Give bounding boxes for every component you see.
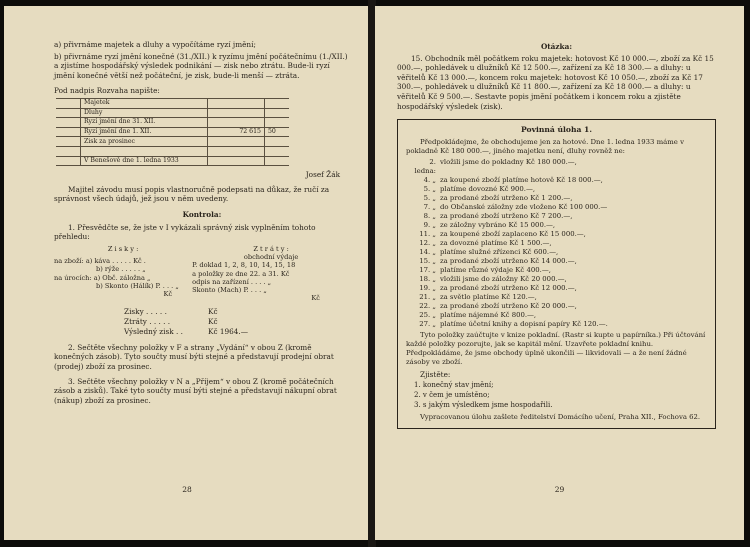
entry-row bbox=[406, 185, 707, 194]
table-cell-value bbox=[208, 146, 265, 156]
summary bbox=[124, 307, 350, 337]
list-item: 1. konečný stav jmění; bbox=[414, 380, 494, 389]
summary-value: Kč bbox=[208, 306, 218, 316]
entry-row bbox=[406, 212, 707, 221]
table-cell-cents bbox=[265, 137, 290, 147]
table-cell-blank bbox=[56, 127, 81, 137]
entry-row bbox=[406, 239, 707, 248]
entry-text: platíme nájemné Kč 800.—, bbox=[440, 311, 537, 320]
table-cell-value bbox=[208, 98, 265, 108]
entry-text: za prodané zboží utrženo Kč 14 000.—, bbox=[440, 257, 577, 266]
summary-label: Výsledný zisk . . bbox=[124, 326, 183, 336]
entry-date: 25. „ bbox=[419, 311, 436, 320]
left-page bbox=[4, 6, 370, 540]
entry-date: 19. „ bbox=[419, 284, 436, 293]
otazka-text: 15. Obchodník měl počátkem roku majetek: hotovost Kč 10 000.—, zboží za Kč 15 000.—, pohledávek u dlužníků Kč 12 500.—, zařízení za Kč 18 300.— a dluhy: u věřitelů Kč 13 000.—, koncem roku majetek: hotovost Kč 10 050.—, zboží za Kč 17 300.—, pohledávek u dlužníků Kč 11 800.—, zařízení za Kč 18 000.— a dluhy: u věřitelů Kč 9 500.—. Sestavte popis jmění počátkem i koncem roku a zjistěte hospodářský výsledek (zisk). bbox=[397, 53, 714, 111]
entry-row bbox=[406, 284, 707, 293]
table-row bbox=[56, 146, 289, 156]
overview-grid bbox=[54, 245, 350, 303]
summary-row bbox=[124, 327, 350, 337]
table-cell-value bbox=[208, 156, 265, 166]
right-page bbox=[375, 6, 744, 540]
entry-row bbox=[406, 266, 707, 275]
entry-date: 7. „ bbox=[423, 203, 436, 212]
zisky-head: Z i s k y : bbox=[107, 244, 139, 253]
entry-row bbox=[406, 302, 707, 311]
table-row bbox=[56, 108, 289, 118]
table-row bbox=[56, 118, 289, 128]
table-cell-label: Zisk za prosinec bbox=[81, 137, 208, 147]
signature-paragraph: Majitel závodu musí popis vlastnoručně podepsati na důkaz, že ručí za správnost všech údajů, jež jsou v něm uvedeny. bbox=[54, 184, 330, 204]
table-cell-value bbox=[208, 137, 265, 147]
table-cell-blank bbox=[56, 108, 81, 118]
entry-row bbox=[406, 248, 707, 257]
entry-text: za prodané zboží utrženo Kč 7 200.—, bbox=[440, 212, 573, 221]
signature: Josef Žák bbox=[305, 170, 340, 180]
table-row bbox=[56, 98, 289, 108]
balance-table bbox=[56, 98, 289, 166]
entry-row bbox=[406, 293, 707, 302]
table-cell-blank bbox=[56, 146, 81, 156]
summary-label: Ztráty . . . . . bbox=[124, 316, 171, 326]
table-cell-value: 72 615 bbox=[208, 127, 265, 137]
entry-date: 18. „ bbox=[419, 275, 436, 284]
entry-text: vložili jsme do záložny Kč 20 000.—, bbox=[440, 275, 567, 284]
table-cell-blank bbox=[56, 118, 81, 128]
entry-text: za prodané zboží utrženo Kč 1 200.—, bbox=[440, 194, 573, 203]
ztraty-row: Skonto (Mach) P. . . . „ bbox=[192, 286, 267, 295]
table-cell-blank bbox=[56, 98, 81, 108]
entry-row bbox=[406, 257, 707, 266]
table-cell-value bbox=[208, 108, 265, 118]
entry-text: za prodané zboží utrženo Kč 20 000.—, bbox=[440, 302, 577, 311]
entry-row bbox=[406, 311, 707, 320]
summary-value: Kč 1964.— bbox=[208, 326, 249, 336]
table-row bbox=[56, 137, 289, 147]
zisky-row: b) Skonto (Hálík) P. . . . „ bbox=[96, 281, 179, 290]
entry-text: platíme dovozné Kč 900.—, bbox=[440, 185, 536, 194]
table-cell-label: Majetek bbox=[81, 98, 208, 108]
summary-value: Kč bbox=[208, 316, 218, 326]
entry-text: za světlo platíme Kč 120.—, bbox=[440, 293, 537, 302]
entry-text: ze záložny vybráno Kč 15 000.—, bbox=[440, 221, 556, 230]
list-item: 3. s jakým výsledkem jsme hospodařili. bbox=[414, 400, 553, 409]
box-paragraph: Tyto položky zaúčtujte v knize pokladní. (Rastr si kupte u papírníka.) Při účtování každé položky pozorujte, jak se kapitál mění. Uzavřete pokladní knihu. Předpokládáme, že jsme obchody úplně ukončili — likvidovali — a že není žádné zásoby ve zboží. bbox=[406, 331, 706, 367]
table-cell-cents bbox=[265, 98, 290, 108]
table-cell-cents bbox=[265, 118, 290, 128]
entry-text: za dovozné platíme Kč 1 500.—, bbox=[440, 239, 552, 248]
zisky-row: na úrocích: a) Obč. záložna „ bbox=[54, 273, 151, 282]
table-cell-blank bbox=[56, 156, 81, 166]
ztraty-row: a položky ze dne 22. a 31. Kč bbox=[192, 269, 290, 278]
entry-date: 17. „ bbox=[419, 266, 436, 275]
otazka-title: Otázka: bbox=[540, 42, 573, 51]
entry-date: 5. „ bbox=[423, 185, 436, 194]
assignment-box bbox=[397, 119, 716, 429]
box-title: Povinná úloha 1. bbox=[521, 125, 592, 135]
entry-date: 15. „ bbox=[419, 257, 436, 266]
entry-row bbox=[406, 203, 707, 212]
paragraph-a bbox=[54, 40, 350, 50]
entry-text: za prodané zboží utrženo Kč 12 000.—, bbox=[440, 284, 577, 293]
zisky-total: Kč bbox=[163, 290, 173, 299]
entry-row bbox=[406, 320, 707, 329]
entry-text: za koupené zboží platíme hotově Kč 18 000.—, bbox=[440, 176, 603, 185]
entry-text: platíme služné zřízenci Kč 600.—, bbox=[440, 248, 559, 257]
entry-date: 27. „ bbox=[419, 320, 436, 329]
entry-date: 21. „ bbox=[419, 293, 436, 302]
table-cell-label: V Benešově dne 1. ledna 1933 bbox=[81, 156, 208, 166]
ztraty-total: Kč bbox=[311, 294, 320, 303]
entry-date: 5. „ bbox=[423, 194, 436, 203]
table-cell-value bbox=[208, 118, 265, 128]
kontrola-3: 3. Sečtěte všechny položky v N a „Příjem“ v obou Z (kromě počátečních zásob a zisků). Také tyto součty musí býti stejné a představují nákupní obrat (nákup) zboží za prosinec. bbox=[54, 376, 337, 405]
table-cell-cents bbox=[265, 108, 290, 118]
ztraty-row: odpis na zařízení . . . . „ bbox=[192, 277, 272, 286]
result-list bbox=[414, 380, 707, 410]
zisky-row: b) rýže . . . . . „ bbox=[96, 265, 146, 274]
entry-date: 14. „ bbox=[419, 248, 436, 257]
entry-row bbox=[406, 230, 707, 239]
entry-text: vložili jsme do pokladny Kč 180 000.—, bbox=[440, 158, 577, 167]
zisky-row: na zboží: a) káva . . . . . Kč . bbox=[54, 256, 146, 265]
kontrola-1: 1. Přesvědčte se, že jste v I vykázali správný zisk vyplněním tohoto přehledu: bbox=[54, 222, 316, 242]
table-cell-blank bbox=[56, 137, 81, 147]
entry-date: 11. „ bbox=[419, 230, 436, 239]
table-row bbox=[56, 156, 289, 166]
table-cell-label: Ryzí jmění dne 1. XII. bbox=[81, 127, 208, 137]
table-cell-cents bbox=[265, 156, 290, 166]
entry-text: platíme účetní knihy a dopisní papíry Kč 120.—. bbox=[440, 320, 608, 329]
summary-row bbox=[124, 317, 350, 327]
entry-row bbox=[406, 158, 707, 176]
entry-row bbox=[406, 194, 707, 203]
item-a-text: a) přivrnáme majetek a dluhy a vypočítáme ryzí jmění; bbox=[54, 40, 256, 49]
entry-text: za koupené zboží zaplaceno Kč 15 000.—, bbox=[440, 230, 586, 239]
ztraty-head: Z t r á t y : bbox=[253, 244, 289, 253]
entry-date: 9. „ bbox=[423, 221, 436, 230]
ztraty-column bbox=[192, 245, 350, 303]
table-cell-cents: 50 bbox=[265, 127, 290, 137]
summary-label: Zisky . . . . . bbox=[124, 306, 167, 316]
entry-text: platíme různé výdaje Kč 400.—, bbox=[440, 266, 551, 275]
kontrola-title: Kontrola: bbox=[182, 209, 222, 219]
entry-row bbox=[406, 221, 707, 230]
page-number-right: 29 bbox=[554, 485, 565, 494]
entry-date: 2. ledna: bbox=[414, 158, 436, 176]
entries-list bbox=[406, 158, 707, 329]
list-item: 2. v čem je umístěno; bbox=[414, 390, 490, 399]
entry-row bbox=[406, 275, 707, 284]
table-row bbox=[56, 127, 289, 137]
box-intro: Předpokládejme, že obchodujeme jen za hotové. Dne 1. ledna 1933 máme v pokladně Kč 180 000.—, jiného majetku není, dluhy rovněž ne: bbox=[406, 138, 684, 156]
kontrola-2: 2. Sečtěte všechny položky v F a strany „Vydání“ v obou Z (kromě konečných zásob). Tyto součty musí býti stejné a představují prodejní obrat (prodej) zboží za prosinec. bbox=[54, 342, 334, 371]
page-number-left: 28 bbox=[182, 485, 192, 494]
summary-row bbox=[124, 307, 350, 317]
table-cell-label: Ryzí jmění dne 31. XII. bbox=[81, 118, 208, 128]
zjistete-label: Zjistěte: bbox=[420, 370, 451, 380]
entry-date: 22. „ bbox=[419, 302, 436, 311]
entry-row bbox=[406, 176, 707, 185]
table-cell-label: Dluhy bbox=[81, 108, 208, 118]
entry-date: 4. „ bbox=[423, 176, 436, 185]
zisky-column bbox=[54, 245, 192, 303]
entry-text: do Občanské záložny zde vloženo Kč 100 000.— bbox=[440, 203, 608, 212]
table-cell-label bbox=[81, 146, 208, 156]
closing-text: Vypracovanou úlohu zašlete ředitelství Domácího učení, Praha XII., Fochova 62. bbox=[420, 412, 701, 421]
ztraty-row: obchodní výdaje bbox=[243, 252, 299, 261]
paragraph-b: b) přivrnáme ryzí jmění konečné (31./XII.) k ryzímu jmění počátečnímu (1./XII.) a zjistíme hospodářský výsledek podnikání — zisk nebo ztrátu. Bude-li ryzí jmění konečné větší než počáteční, je zisk, bude-li menší — ztráta. bbox=[54, 51, 348, 80]
entry-date: 8. „ bbox=[423, 212, 436, 221]
table-intro: Pod nadpis Rozvaha napište: bbox=[54, 86, 160, 96]
entry-date: 12. „ bbox=[419, 239, 436, 248]
ztraty-row: P. doklad 1, 2, 8, 10, 14, 15, 18 bbox=[192, 261, 296, 270]
table-cell-cents bbox=[265, 146, 290, 156]
